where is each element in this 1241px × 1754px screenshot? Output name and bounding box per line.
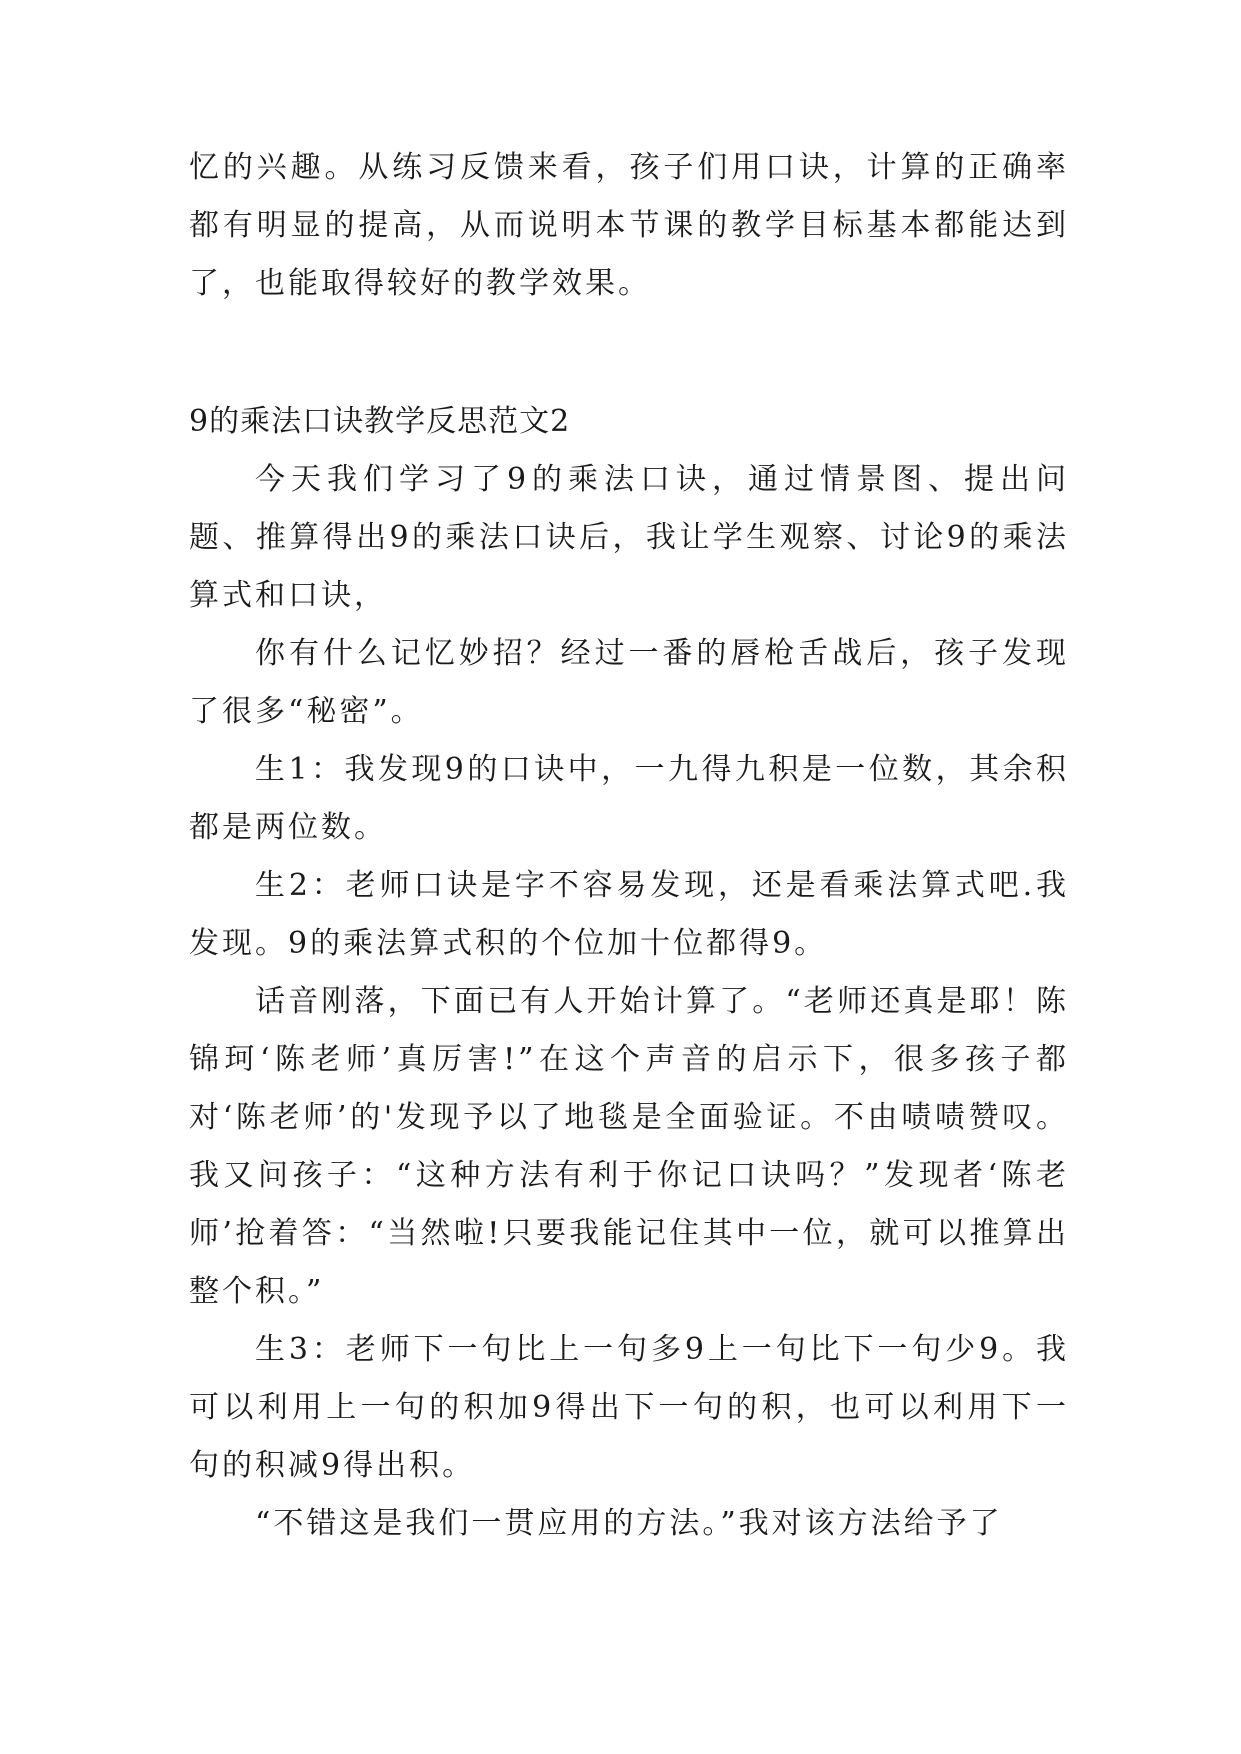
intro-text xyxy=(189,139,1069,313)
body-paragraph: 生2：老师口诀是字不容易发现，还是看乘法算式吧.我发现。9的乘法算式积的个位加十位都得9。 xyxy=(189,868,1069,961)
body-paragraph: “不错这是我们一贯应用的方法。”我对该方法给予了 xyxy=(255,1506,1003,1541)
section-body xyxy=(189,451,1069,1553)
body-paragraph: 生1：我发现9的口诀中，一九得九积是一位数，其余积都是两位数。 xyxy=(189,752,1069,845)
body-paragraph: 生3：老师下一句比上一句多9上一句比下一句少9。我可以利用上一句的积加9得出下一句的积，也可以利用下一句的积减9得出积。 xyxy=(189,1332,1069,1483)
body-paragraph: 话音刚落，下面已有人开始计算了。“老师还真是耶！陈锦珂‘陈老师’真厉害!”在这个声音的启示下，很多孩子都对‘陈老师’的'发现予以了地毯是全面验证。不由啧啧赞叹。我又问孩子：“这种方法有利于你记口诀吗？”发现者‘陈老师’抢着答：“当然啦!只要我能记住其中一位，就可以推算出整个积。” xyxy=(189,984,1069,1309)
intro-paragraph: 忆的兴趣。从练习反馈来看，孩子们用口诀，计算的正确率都有明显的提高，从而说明本节课的教学目标基本都能达到了，也能取得较好的教学效果。 xyxy=(189,150,1069,301)
body-paragraph: 你有什么记忆妙招？经过一番的唇枪舌战后，孩子发现了很多“秘密”。 xyxy=(189,636,1069,729)
body-paragraph: 今天我们学习了9的乘法口诀，通过情景图、提出问题、推算得出9的乘法口诀后，我让学生观察、讨论9的乘法算式和口诀， xyxy=(189,462,1069,613)
section-title: 9的乘法口诀教学反思范文2 xyxy=(189,404,571,439)
